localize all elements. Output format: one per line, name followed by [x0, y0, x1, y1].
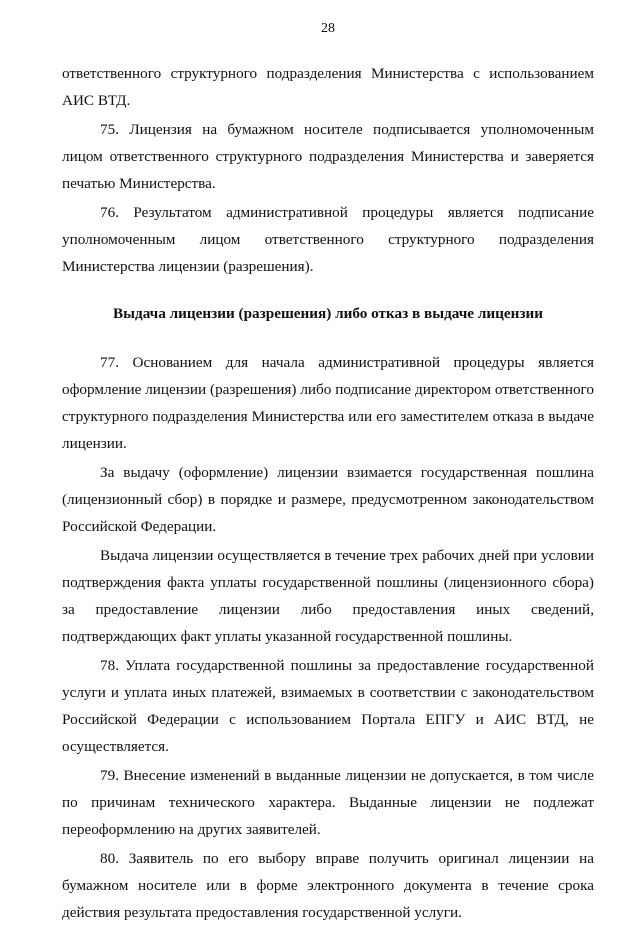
paragraph-79: 79. Внесение изменений в выданные лицензии не допускается, в том числе по причинам технического характера. Выданные лицензии не подлежат переоформлению на других заявителей. [62, 767, 594, 838]
section-heading: Выдача лицензии (разрешения) либо отказ в выдаче лицензии [113, 305, 543, 322]
paragraph-78: 78. Уплата государственной пошлины за предоставление государственной услуги и уплата иных платежей, взимаемых в соответствии с законодательством Российской Федерации с использованием Портала ЕПГУ и АИС ВТД, не осуществляется. [62, 657, 594, 755]
paragraph-76: 76. Результатом административной процедуры является подписание уполномоченным лицом ответственного структурного подразделения Министерства лицензии (разрешения). [62, 204, 594, 275]
paragraph-continuation: ответственного структурного подразделения Министерства с использованием АИС ВТД. [62, 65, 594, 109]
paragraph-75: 75. Лицензия на бумажном носителе подписывается уполномоченным лицом ответственного структурного подразделения Министерства и заверяется печатью Министерства. [62, 121, 594, 192]
page-number: 28 [321, 21, 335, 36]
paragraph-state-fee: За выдачу (оформление) лицензии взимается государственная пошлина (лицензионный сбор) в порядке и размере, предусмотренном законодательством Российской Федерации. [62, 464, 594, 535]
paragraph-issuance-term: Выдача лицензии осуществляется в течение трех рабочих дней при условии подтверждения факта уплаты государственной пошлины (лицензионного сбора) за предоставление лицензии либо предоставления иных сведений, подтверждающих факт уплаты указанной государственной пошлины. [62, 547, 594, 645]
paragraph-80: 80. Заявитель по его выбору вправе получить оригинал лицензии на бумажном носителе или в форме электронного документа в течение срока действия результата предоставления государственной услуги. [62, 850, 594, 921]
paragraph-77: 77. Основанием для начала административной процедуры является оформление лицензии (разрешения) либо подписание директором ответственного структурного подразделения Министерства или его заместителем отказа в выдаче лицензии. [62, 354, 594, 452]
